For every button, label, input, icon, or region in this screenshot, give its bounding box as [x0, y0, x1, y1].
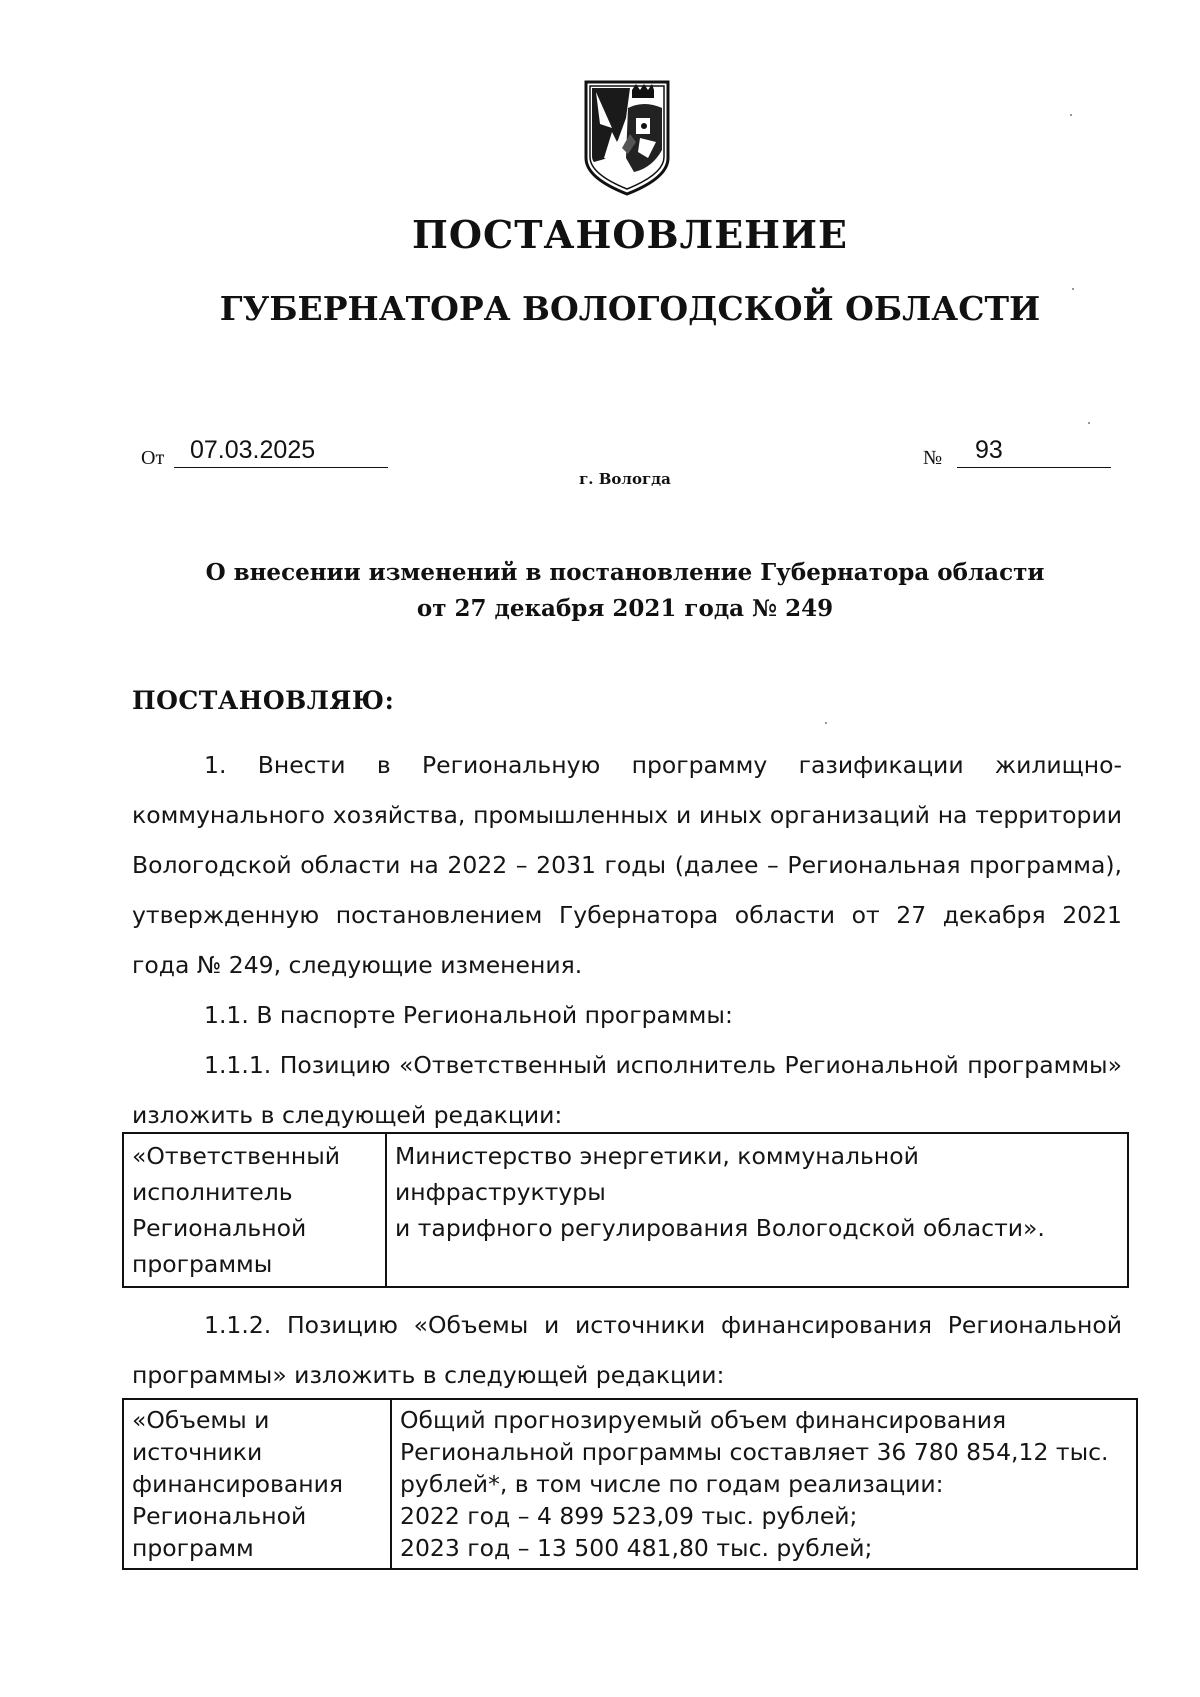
date-prefix-label: От	[141, 447, 165, 469]
scan-speck	[825, 722, 827, 724]
cell-line: рублей*, в том числе по годам реализации:	[400, 1470, 944, 1498]
table-cell-label	[123, 1133, 386, 1287]
table-cell-label	[123, 1399, 391, 1569]
cell-line: Региональной	[132, 1214, 307, 1242]
document-number: 93	[957, 435, 1111, 468]
paragraph-1-1-1	[132, 1040, 1122, 1140]
scan-speck	[1088, 422, 1090, 424]
cell-line: «Ответственный	[132, 1142, 341, 1170]
paragraph-1-1-2	[132, 1300, 1122, 1400]
subject-line-2: от 27 декабря 2021 года № 249	[416, 595, 834, 622]
paragraph-1-text: 1. Внести в Региональную программу газификации жилищно-коммунального хозяйства, промышленных и иных организаций на территории Вологодской области на 2022 – 2031 годы (далее – Региональная программа), утвержденную постановлением Губернатора области от 27 декабря 2021 года № 249, следующие изменения.	[132, 751, 1122, 979]
table-row	[123, 1399, 1137, 1569]
cell-line: Общий прогнозируемый объем финансирования	[400, 1406, 1007, 1434]
number-prefix-label: №	[923, 447, 943, 469]
table-cell-value	[386, 1133, 1128, 1287]
cell-line: 2022 год – 4 899 523,09 тыс. рублей;	[400, 1502, 858, 1530]
subject-line-1: О внесении изменений в постановление Губернатора области	[205, 559, 1045, 586]
cell-line: программ	[132, 1534, 254, 1562]
cell-line: Министерство энергетики, коммунальной инфраструктуры	[395, 1142, 919, 1206]
paragraph-1-1-2-text: 1.1.2. Позицию «Объемы и источники финансирования Региональной программы» изложить в следующей редакции:	[132, 1311, 1122, 1389]
cell-line: «Объемы и	[132, 1406, 270, 1434]
document-date: 07.03.2025	[174, 435, 388, 468]
cell-line: 2023 год – 13 500 481,80 тыс. рублей;	[400, 1534, 873, 1562]
table-cell-value	[391, 1399, 1137, 1569]
scan-speck	[1072, 288, 1074, 290]
paragraph-1-1	[132, 990, 1122, 1040]
cell-line: и тарифного регулирования Вологодской области».	[395, 1214, 1045, 1242]
cell-line: Региональной	[132, 1502, 307, 1530]
city-label: г. Вологда	[579, 470, 671, 488]
cell-line: Региональной программы составляет 36 780 854,12 тыс.	[400, 1438, 1109, 1466]
cell-line: финансирования	[132, 1470, 344, 1498]
financing-table	[122, 1398, 1138, 1570]
paragraph-1-1-1-text: 1.1.1. Позицию «Ответственный исполнитель Региональной программы» изложить в следующей редакции:	[132, 1051, 1122, 1129]
responsible-executor-table	[122, 1132, 1129, 1288]
cell-line: исполнитель	[132, 1178, 293, 1206]
cell-line: источники	[132, 1438, 263, 1466]
paragraph-1	[132, 740, 1122, 990]
table-row	[123, 1133, 1128, 1287]
scan-speck	[1070, 114, 1072, 116]
page-subtitle: ГУБЕРНАТОРА ВОЛОГОДСКОЙ ОБЛАСТИ	[219, 289, 1041, 328]
document-subject	[0, 555, 1200, 627]
paragraph-1-1-text: 1.1. В паспорте Региональной программы:	[204, 1001, 733, 1029]
cell-line: программы	[132, 1250, 273, 1278]
page-title: ПОСТАНОВЛЕНИЕ	[412, 212, 848, 257]
vologda-coat-of-arms-emblem	[582, 78, 672, 196]
decree-heading: ПОСТАНОВЛЯЮ:	[132, 686, 395, 715]
